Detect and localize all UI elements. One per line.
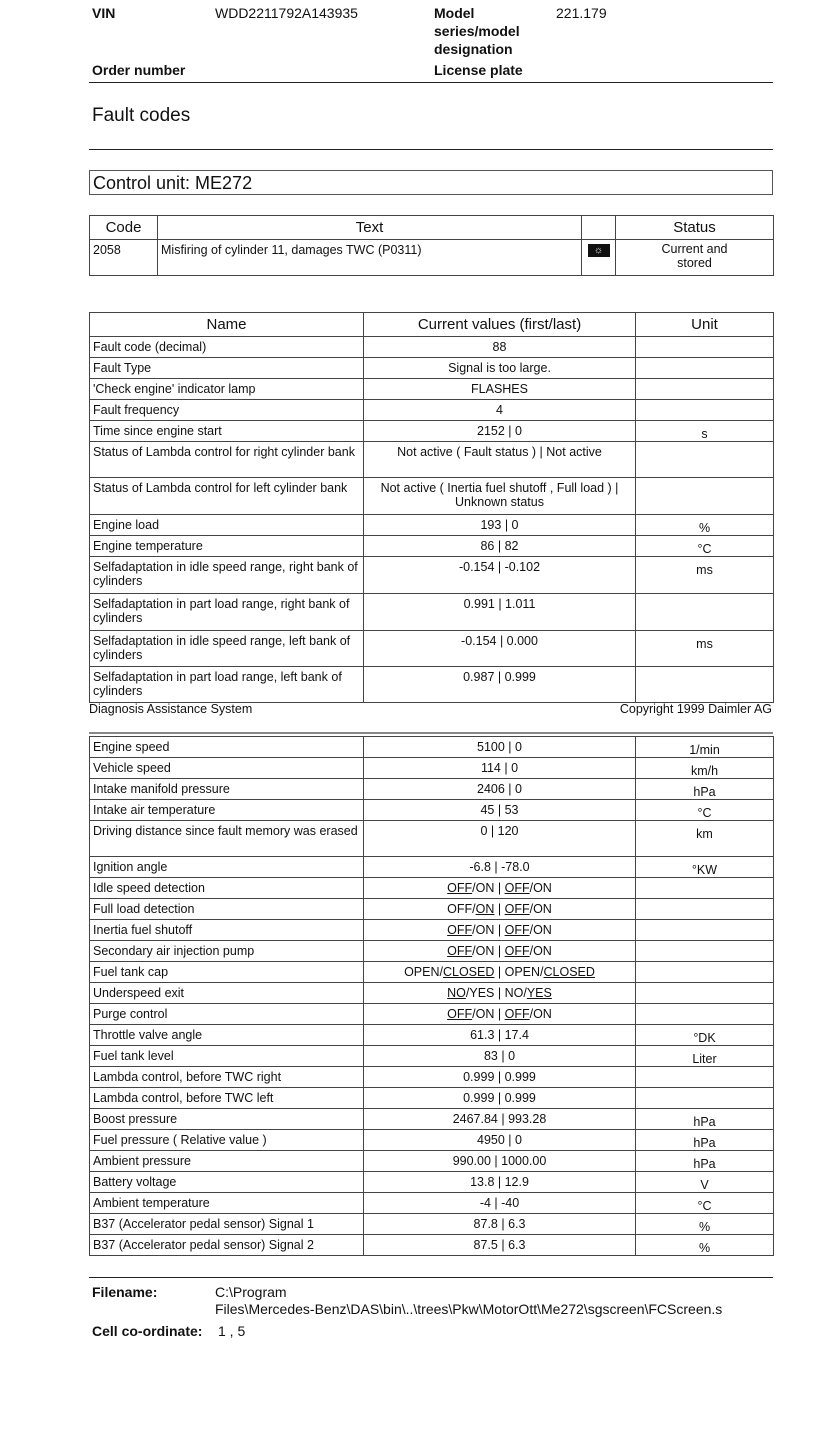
row-value: 5100 | 0 bbox=[364, 737, 636, 758]
row-name: Intake air temperature bbox=[90, 800, 364, 821]
row-name: Fuel tank cap bbox=[90, 962, 364, 983]
vin-value: WDD2211792A143935 bbox=[215, 5, 358, 21]
row-unit: 1/min bbox=[636, 737, 774, 758]
row-value: 0.987 | 0.999 bbox=[364, 667, 636, 703]
table-row bbox=[90, 442, 774, 478]
cell-coordinate-value: 1 , 5 bbox=[218, 1323, 246, 1339]
row-unit bbox=[636, 983, 774, 1004]
column-header-icon bbox=[582, 216, 616, 240]
fault-code: 2058 bbox=[90, 240, 158, 276]
table-row bbox=[90, 594, 774, 631]
row-unit bbox=[636, 1004, 774, 1025]
row-value: 4 bbox=[364, 400, 636, 421]
row-value: 0.991 | 1.011 bbox=[364, 594, 636, 631]
row-unit bbox=[636, 962, 774, 983]
file-divider bbox=[89, 1277, 773, 1278]
row-value: 86 | 82 bbox=[364, 536, 636, 557]
table-row bbox=[90, 821, 774, 857]
footer-left: Diagnosis Assistance System bbox=[89, 702, 253, 716]
row-unit bbox=[636, 878, 774, 899]
table-row bbox=[90, 779, 774, 800]
row-name: Throttle valve angle bbox=[90, 1025, 364, 1046]
column-header-values: Current values (first/last) bbox=[364, 313, 636, 337]
row-name: Engine speed bbox=[90, 737, 364, 758]
table-row bbox=[90, 1088, 774, 1109]
row-name: Purge control bbox=[90, 1004, 364, 1025]
row-name: Lambda control, before TWC right bbox=[90, 1067, 364, 1088]
section-divider bbox=[89, 149, 773, 150]
row-unit: V bbox=[636, 1172, 774, 1193]
row-value: OPEN/CLOSED | OPEN/CLOSED bbox=[364, 962, 636, 983]
table-row bbox=[90, 1109, 774, 1130]
table-row bbox=[90, 358, 774, 379]
row-value: OFF/ON | OFF/ON bbox=[364, 878, 636, 899]
row-name: Fuel tank level bbox=[90, 1046, 364, 1067]
row-unit: °KW bbox=[636, 857, 774, 878]
row-name: Selfadaptation in idle speed range, right bank of cylinders bbox=[90, 557, 364, 594]
table-row bbox=[90, 379, 774, 400]
row-unit: hPa bbox=[636, 779, 774, 800]
column-header-name: Name bbox=[90, 313, 364, 337]
row-value: 45 | 53 bbox=[364, 800, 636, 821]
row-unit: °DK bbox=[636, 1025, 774, 1046]
row-value: 0.999 | 0.999 bbox=[364, 1067, 636, 1088]
table-row bbox=[90, 400, 774, 421]
row-name: Engine temperature bbox=[90, 536, 364, 557]
row-unit: Liter bbox=[636, 1046, 774, 1067]
header-divider bbox=[89, 82, 773, 83]
row-value: 2467.84 | 993.28 bbox=[364, 1109, 636, 1130]
row-value: 990.00 | 1000.00 bbox=[364, 1151, 636, 1172]
column-header-code: Code bbox=[90, 216, 158, 240]
model-label: Model series/model designation bbox=[434, 5, 520, 57]
row-unit: km/h bbox=[636, 758, 774, 779]
table-row bbox=[90, 421, 774, 442]
row-name: Selfadaptation in part load range, left bank of cylinders bbox=[90, 667, 364, 703]
row-name: Fault code (decimal) bbox=[90, 337, 364, 358]
row-unit: % bbox=[636, 1235, 774, 1256]
cell-coordinate-label: Cell co-ordinate: bbox=[92, 1323, 203, 1339]
row-unit: ms bbox=[636, 557, 774, 594]
row-value: 114 | 0 bbox=[364, 758, 636, 779]
filename-value: C:\Program Files\Mercedes-Benz\DAS\bin\..\trees\Pkw\MotorOtt\Me272\sgscreen\FCScreen.s bbox=[215, 1284, 723, 1317]
row-value: 0 | 120 bbox=[364, 821, 636, 857]
row-unit bbox=[636, 478, 774, 515]
table-row bbox=[90, 941, 774, 962]
row-value: Not active ( Fault status ) | Not active bbox=[364, 442, 636, 478]
lamp-icon: ☼ bbox=[588, 244, 610, 257]
row-unit: hPa bbox=[636, 1109, 774, 1130]
row-value: NO/YES | NO/YES bbox=[364, 983, 636, 1004]
row-unit: % bbox=[636, 1214, 774, 1235]
row-unit bbox=[636, 920, 774, 941]
row-name: Lambda control, before TWC left bbox=[90, 1088, 364, 1109]
table-row bbox=[90, 758, 774, 779]
table-row bbox=[90, 667, 774, 703]
row-value: OFF/ON | OFF/ON bbox=[364, 1004, 636, 1025]
row-name: Boost pressure bbox=[90, 1109, 364, 1130]
row-unit: °C bbox=[636, 800, 774, 821]
fault-status: Current and stored bbox=[616, 240, 774, 276]
table-row bbox=[90, 1172, 774, 1193]
row-name: Ignition angle bbox=[90, 857, 364, 878]
table-row bbox=[90, 1046, 774, 1067]
table-row bbox=[90, 1235, 774, 1256]
row-value: -0.154 | 0.000 bbox=[364, 631, 636, 667]
table-row bbox=[90, 737, 774, 758]
row-unit bbox=[636, 1088, 774, 1109]
page-break-divider bbox=[89, 732, 773, 734]
row-value: 88 bbox=[364, 337, 636, 358]
row-name: Driving distance since fault memory was erased bbox=[90, 821, 364, 857]
row-value: 0.999 | 0.999 bbox=[364, 1088, 636, 1109]
row-unit: °C bbox=[636, 536, 774, 557]
row-unit bbox=[636, 358, 774, 379]
row-value: OFF/ON | OFF/ON bbox=[364, 920, 636, 941]
column-header-text: Text bbox=[158, 216, 582, 240]
row-unit bbox=[636, 1067, 774, 1088]
row-value: 193 | 0 bbox=[364, 515, 636, 536]
row-value: 87.8 | 6.3 bbox=[364, 1214, 636, 1235]
fault-row bbox=[90, 240, 774, 276]
table-row bbox=[90, 478, 774, 515]
table-row bbox=[90, 536, 774, 557]
model-value: 221.179 bbox=[556, 5, 607, 21]
table-row bbox=[90, 337, 774, 358]
row-unit: hPa bbox=[636, 1130, 774, 1151]
fault-text: Misfiring of cylinder 11, damages TWC (P0311) bbox=[158, 240, 582, 276]
row-value: 87.5 | 6.3 bbox=[364, 1235, 636, 1256]
row-unit: °C bbox=[636, 1193, 774, 1214]
row-value: 4950 | 0 bbox=[364, 1130, 636, 1151]
row-unit: % bbox=[636, 515, 774, 536]
table-row bbox=[90, 1130, 774, 1151]
row-unit bbox=[636, 594, 774, 631]
footer-copyright: Copyright 1999 Daimler AG bbox=[619, 702, 772, 716]
row-unit bbox=[636, 379, 774, 400]
row-value: Not active ( Inertia fuel shutoff , Full load ) | Unknown status bbox=[364, 478, 636, 515]
table-row bbox=[90, 1151, 774, 1172]
row-unit bbox=[636, 899, 774, 920]
table-row bbox=[90, 631, 774, 667]
table-row bbox=[90, 1193, 774, 1214]
row-value: -4 | -40 bbox=[364, 1193, 636, 1214]
row-value: 61.3 | 17.4 bbox=[364, 1025, 636, 1046]
row-unit: ms bbox=[636, 631, 774, 667]
row-name: Secondary air injection pump bbox=[90, 941, 364, 962]
table-row bbox=[90, 899, 774, 920]
table-row bbox=[90, 920, 774, 941]
vin-label: VIN bbox=[92, 5, 116, 21]
row-name: Selfadaptation in part load range, right bank of cylinders bbox=[90, 594, 364, 631]
row-unit: s bbox=[636, 421, 774, 442]
row-name: Ambient temperature bbox=[90, 1193, 364, 1214]
current-values-table bbox=[89, 312, 774, 703]
row-value: 83 | 0 bbox=[364, 1046, 636, 1067]
row-name: Idle speed detection bbox=[90, 878, 364, 899]
row-name: B37 (Accelerator pedal sensor) Signal 1 bbox=[90, 1214, 364, 1235]
row-value: OFF/ON | OFF/ON bbox=[364, 941, 636, 962]
row-name: Status of Lambda control for right cylinder bank bbox=[90, 442, 364, 478]
row-name: Time since engine start bbox=[90, 421, 364, 442]
table-row bbox=[90, 557, 774, 594]
table-row bbox=[90, 878, 774, 899]
row-unit bbox=[636, 667, 774, 703]
row-value: OFF/ON | OFF/ON bbox=[364, 899, 636, 920]
row-unit: hPa bbox=[636, 1151, 774, 1172]
row-unit bbox=[636, 400, 774, 421]
fault-code-table bbox=[89, 215, 774, 276]
row-name: Ambient pressure bbox=[90, 1151, 364, 1172]
table-row bbox=[90, 962, 774, 983]
row-name: Intake manifold pressure bbox=[90, 779, 364, 800]
row-value: Signal is too large. bbox=[364, 358, 636, 379]
row-name: Fault Type bbox=[90, 358, 364, 379]
row-name: Selfadaptation in idle speed range, left bank of cylinders bbox=[90, 631, 364, 667]
row-value: 2152 | 0 bbox=[364, 421, 636, 442]
row-name: Vehicle speed bbox=[90, 758, 364, 779]
control-unit-box: Control unit: ME272 bbox=[89, 170, 773, 195]
row-name: 'Check engine' indicator lamp bbox=[90, 379, 364, 400]
column-header-unit: Unit bbox=[636, 313, 774, 337]
row-value: -0.154 | -0.102 bbox=[364, 557, 636, 594]
section-title: Fault codes bbox=[92, 105, 191, 126]
table-row bbox=[90, 1067, 774, 1088]
row-value: 2406 | 0 bbox=[364, 779, 636, 800]
row-name: Full load detection bbox=[90, 899, 364, 920]
row-unit bbox=[636, 337, 774, 358]
table-row bbox=[90, 515, 774, 536]
row-value: FLASHES bbox=[364, 379, 636, 400]
table-row bbox=[90, 800, 774, 821]
column-header-status: Status bbox=[616, 216, 774, 240]
row-name: Engine load bbox=[90, 515, 364, 536]
row-name: B37 (Accelerator pedal sensor) Signal 2 bbox=[90, 1235, 364, 1256]
table-row bbox=[90, 857, 774, 878]
license-plate-label: License plate bbox=[434, 62, 523, 78]
row-name: Inertia fuel shutoff bbox=[90, 920, 364, 941]
filename-label: Filename: bbox=[92, 1284, 158, 1300]
row-unit: km bbox=[636, 821, 774, 857]
row-name: Battery voltage bbox=[90, 1172, 364, 1193]
row-value: 13.8 | 12.9 bbox=[364, 1172, 636, 1193]
table-row bbox=[90, 1214, 774, 1235]
table-row bbox=[90, 1025, 774, 1046]
row-unit bbox=[636, 941, 774, 962]
row-name: Fault frequency bbox=[90, 400, 364, 421]
order-number-label: Order number bbox=[92, 62, 186, 78]
row-unit bbox=[636, 442, 774, 478]
table-row bbox=[90, 1004, 774, 1025]
table-row bbox=[90, 983, 774, 1004]
row-name: Underspeed exit bbox=[90, 983, 364, 1004]
current-values-table-continued bbox=[89, 736, 774, 1256]
row-name: Status of Lambda control for left cylinder bank bbox=[90, 478, 364, 515]
row-name: Fuel pressure ( Relative value ) bbox=[90, 1130, 364, 1151]
row-value: -6.8 | -78.0 bbox=[364, 857, 636, 878]
